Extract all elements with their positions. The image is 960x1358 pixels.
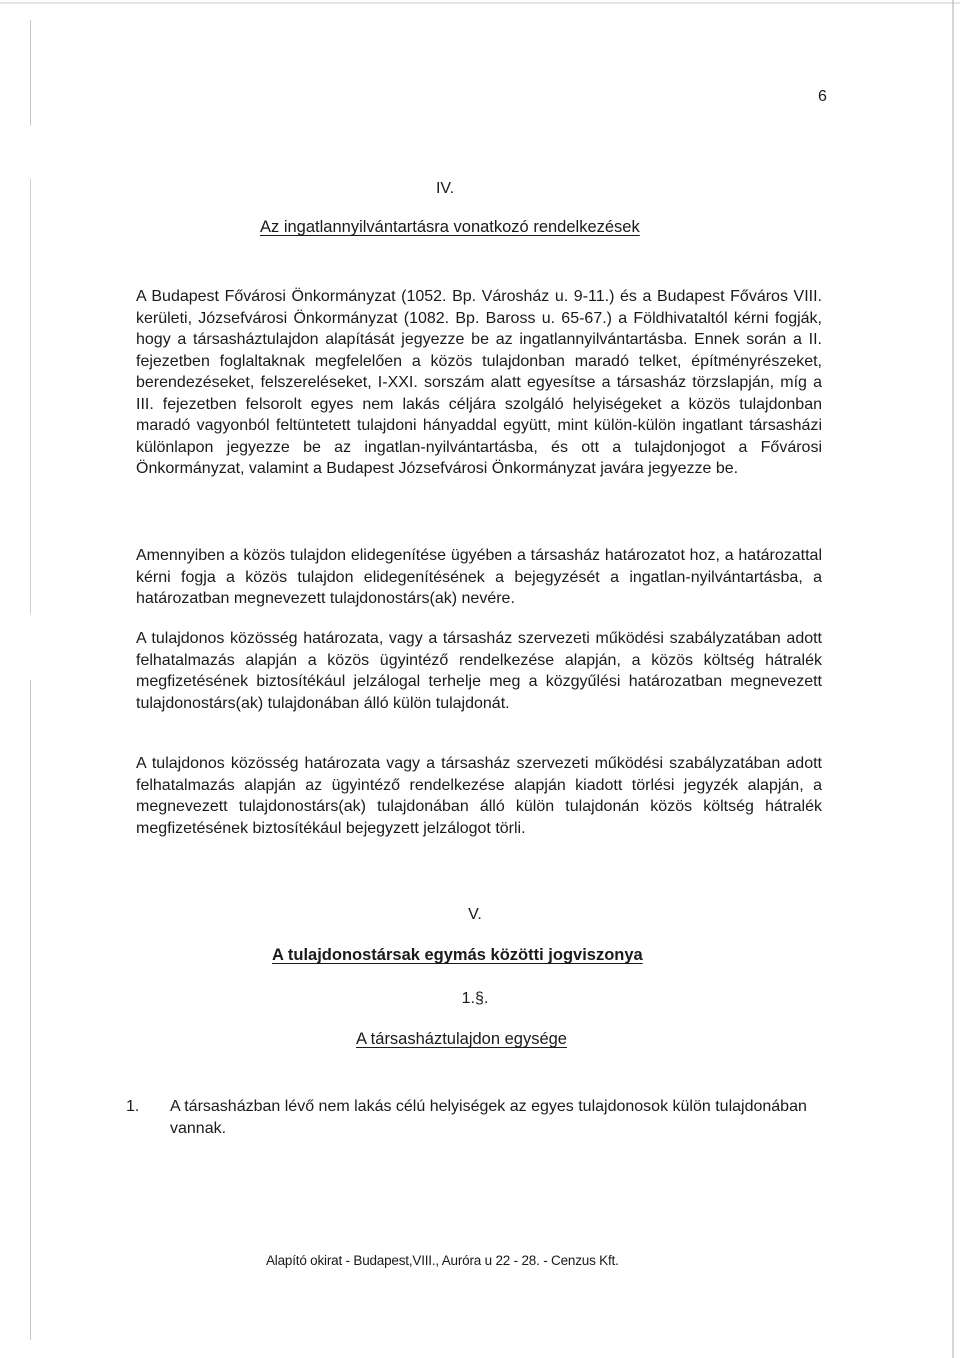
list-item-number: 1. xyxy=(126,1098,140,1115)
scan-edge-left xyxy=(30,20,31,1340)
scan-edge-right xyxy=(952,0,954,1358)
paragraph-4: A tulajdonos közösség határozata vagy a társasház szervezeti működési szabályzatában adott felhatalmazás alapján az ügyintéző rendelkezése alapján kiadott törlési jegyzék alapján, a megnevezett tulajdonostárs(ak) tulajdonában álló külön tulajdonán közös költség hátralék megfizetésének biztosítékául bejegyzett jelzálogot törli. xyxy=(136,755,822,837)
section-iv-title: Az ingatlannyilvántartásra vonatkozó rendelkezések xyxy=(260,218,640,236)
page-footer: Alapító okirat - Budapest,VIII., Auróra u 22 - 28. - Cenzus Kft. xyxy=(266,1253,619,1268)
scan-edge-top xyxy=(0,2,960,4)
page-number: 6 xyxy=(818,88,827,105)
paragraph-2: Amennyiben a közös tulajdon elidegenítése ügyében a társasház határozatot hoz, a határozattal kérni fogja a közös tulajdon elidegenítésének a bejegyzését a ingatlan-nyilvántartásba, a határozatban megnevezett tulajdonostárs(ak) nevére. xyxy=(136,547,822,607)
section-1-numeral: 1.§. xyxy=(461,990,489,1007)
section-v-title: A tulajdonostársak egymás közötti jogviszonya xyxy=(272,946,643,964)
paragraph-1: A Budapest Fővárosi Önkormányzat (1052. Bp. Városház u. 9-11.) és a Budapest Főváros VIII. kerületi, Józsefvárosi Önkormányzat (1082. Bp. Baross u. 65-67.) a Földhivataltól kérni fogják, hogy a társasháztulajdon alapítását jegyezze be az ingatlannyilvántartásba. Ennek során a II. fejezetben foglaltaknak megfelelően a közös tulajdonban maradó telket, építményrészeket, berendezéseket, felszereléseket, I-XXI. sorszám alatt egyesítse a társasház törzslapján, míg a III. fejezetben felsorolt egyes nem lakás céljára szolgáló helyiségeket a közös tulajdonban maradó vagyonból feltüntetett tulajdoni hányaddal együtt, mint külön-külön ingatlant társasházi különlapon jegyezze be az ingatlan-nyilvántartásba, és ott a tulajdonjogot a Fővárosi Önkormányzat, valamint a Budapest Józsefvárosi Önkormányzat javára jegyezze be. xyxy=(136,288,822,477)
section-1-title: A társasháztulajdon egysége xyxy=(356,1030,567,1048)
paragraph-3: A tulajdonos közösség határozata, vagy a társasház szervezeti működési szabályzatában adott felhatalmazás alapján a közös ügyintéző rendelkezése alapján, a közös költség hátralék megfizetésének biztosítékául jelzálogal terhelje meg a közgyűlési határozatban megnevezett tulajdonostárs(ak) tulajdonában álló külön tulajdonát. xyxy=(136,630,822,712)
list-item-text: A társasházban lévő nem lakás célú helyiségek az egyes tulajdonosok külön tulajdonában vannak. xyxy=(170,1098,807,1137)
section-iv-numeral: IV. xyxy=(435,180,455,197)
section-v-numeral: V. xyxy=(468,906,482,923)
